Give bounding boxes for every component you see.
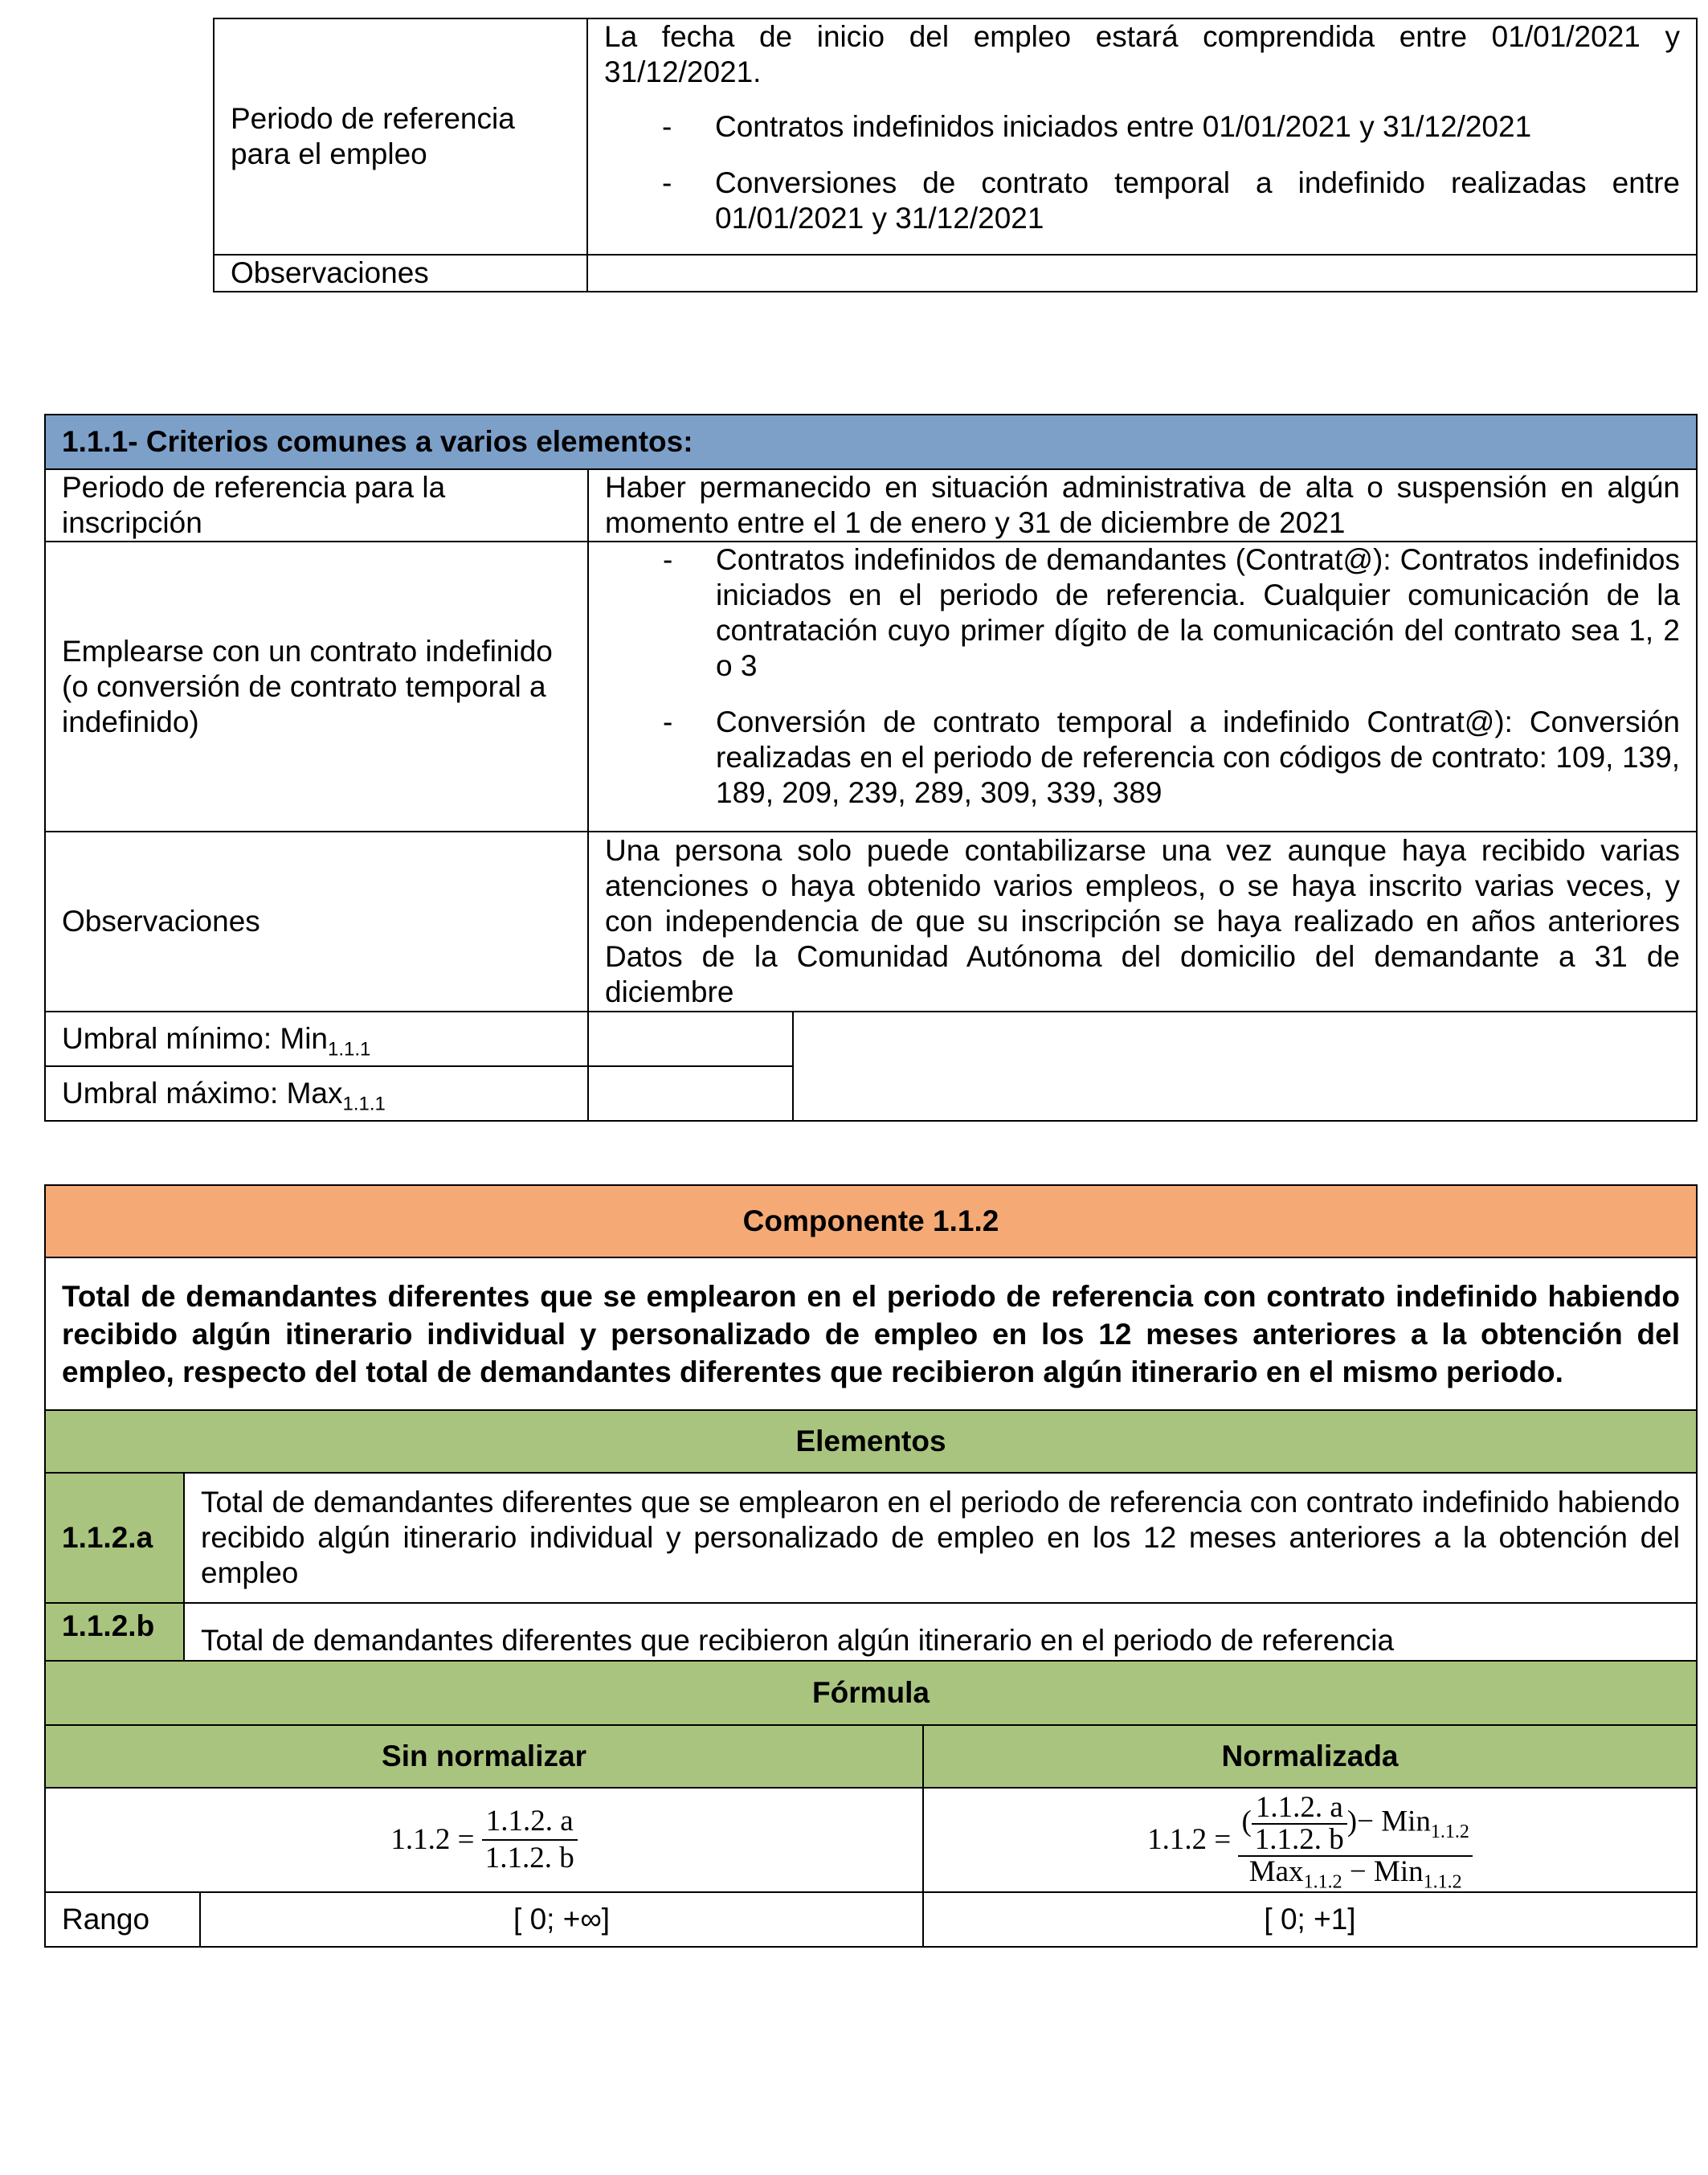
formula-raw-lhs: 1.1.2 = (390, 1823, 475, 1856)
indefinite-contract-list (605, 542, 1680, 811)
observations-label: Observaciones (214, 255, 587, 292)
list-item: - Contratos indefinidos de demandantes (Contrat@): Contratos indefinidos iniciados en el periodo de referencia. Cualquier comunicación de la contratación cuyo primer dígito de la comunicación del contrato sea 1, 2 o 3 (605, 542, 1680, 684)
formula-norm-minus-min: − Min (1357, 1805, 1431, 1838)
registration-period-value: Haber permanecido en situación administrativa de alta o suspensión en algún momento entre el 1 de enero y 31 de diciembre de 2021 (588, 469, 1697, 542)
min-threshold-sub: 1.1.1 (328, 1038, 371, 1061)
component-table (44, 1184, 1698, 1948)
employment-period-list (604, 109, 1680, 236)
employment-period-table (213, 18, 1698, 292)
element-code: 1.1.2.a (45, 1473, 184, 1603)
formula-norm-max-sub: 1.1.2 (1303, 1871, 1342, 1893)
formula-header: Fórmula (45, 1661, 1697, 1725)
employment-period-label: Periodo de referencia para el empleo (214, 18, 587, 255)
formula-norm-fraction (1238, 1791, 1472, 1893)
formula-norm (923, 1788, 1697, 1892)
element-text: Total de demandantes diferentes que se emplearon en el periodo de referencia con contrato indefinido habiendo recibido algún itinerario individual y personalizado de empleo en los 12 meses anteriores a la obtención del empleo (184, 1473, 1697, 1603)
elements-header: Elementos (45, 1410, 1697, 1473)
formula-raw-fraction (482, 1804, 578, 1876)
formula-norm-inner-num: 1.1.2. a (1252, 1793, 1347, 1825)
formula-raw-den: 1.1.2. b (484, 1842, 574, 1875)
min-threshold-label (45, 1012, 588, 1066)
common-criteria-header: 1.1.1- Criterios comunes a varios elementos: (45, 415, 1697, 469)
formula-norm-max: Max (1248, 1855, 1304, 1888)
formula-norm-inner-den: 1.1.2. b (1254, 1823, 1344, 1856)
formula-norm-num: ( $\frac{1.1.2. a}{1.1.2. b}$ )− Min$_{1.1.2}$ (1238, 1793, 1472, 1857)
component-header: Componente 1.1.2 (45, 1185, 1697, 1257)
employment-period-intro: La fecha de inicio del empleo estará comprendida entre 01/01/2021 y 31/12/2021. (604, 20, 1680, 88)
observations-value (587, 255, 1697, 292)
element-code: 1.1.2.b (45, 1603, 184, 1661)
formula-norm-min-sub: 1.1.2 (1430, 1821, 1469, 1842)
max-threshold-text: Umbral máximo: Max (62, 1077, 343, 1110)
formula-raw (45, 1788, 923, 1892)
observations-label: Observaciones (45, 832, 588, 1012)
formula-norm-den-minus-min: − Min (1349, 1855, 1424, 1888)
element-text: Total de demandantes diferentes que recibieron algún itinerario en el periodo de referencia (184, 1603, 1697, 1661)
min-threshold-value (588, 1012, 793, 1066)
formula-norm-inner-fraction (1252, 1793, 1347, 1855)
registration-period-label: Periodo de referencia para la inscripción (45, 469, 588, 542)
range-raw: [ 0; +∞] (200, 1892, 923, 1947)
formula-norm-den (1238, 1855, 1472, 1893)
list-item: - Conversión de contrato temporal a indefinido Contrat@): Conversión realizadas en el periodo de referencia con códigos de contrato: 109, 139, 189, 209, 239, 289, 309, 339, 389 (605, 705, 1680, 811)
range-norm: [ 0; +1] (923, 1892, 1697, 1947)
formula-norm-den-min-sub: 1.1.2 (1423, 1871, 1462, 1893)
list-item: - Conversiones de contrato temporal a indefinido realizadas entre 01/01/2021 y 31/12/2021 (604, 166, 1680, 236)
formula-raw-num: 1.1.2. a (482, 1804, 578, 1841)
min-threshold-text: Umbral mínimo: Min (62, 1022, 328, 1055)
indefinite-contract-label: Emplearse con un contrato indefinido (o conversión de contrato temporal a indefinido) (45, 542, 588, 832)
employment-period-value (587, 18, 1697, 255)
observations-value: Una persona solo puede contabilizarse una vez aunque haya recibido varias atenciones o haya obtenido varios empleos, o se haya inscrito varias veces, y con independencia de que su inscripción se haya realizado en años anteriores Datos de la Comunidad Autónoma del domicilio del demandante a 31 de diciembre (588, 832, 1697, 1012)
indefinite-contract-value (588, 542, 1697, 832)
component-description: Total de demandantes diferentes que se emplearon en el periodo de referencia con contrato indefinido habiendo recibido algún itinerario individual y personalizado de empleo en los 12 meses anteriores a la obtención del empleo, respecto del total de demandantes diferentes que recibieron algún itinerario en el mismo periodo. (45, 1257, 1697, 1410)
col-raw-header: Sin normalizar (45, 1725, 923, 1788)
range-label: Rango (45, 1892, 200, 1947)
list-item: - Contratos indefinidos iniciados entre 01/01/2021 y 31/12/2021 (604, 109, 1680, 145)
max-threshold-label (45, 1066, 588, 1121)
formula-norm-lhs: 1.1.2 = (1147, 1823, 1232, 1856)
col-norm-header: Normalizada (923, 1725, 1697, 1788)
common-criteria-table (44, 414, 1698, 1122)
max-threshold-value (588, 1066, 793, 1121)
max-threshold-sub: 1.1.1 (342, 1093, 386, 1115)
threshold-blank (793, 1012, 1697, 1121)
